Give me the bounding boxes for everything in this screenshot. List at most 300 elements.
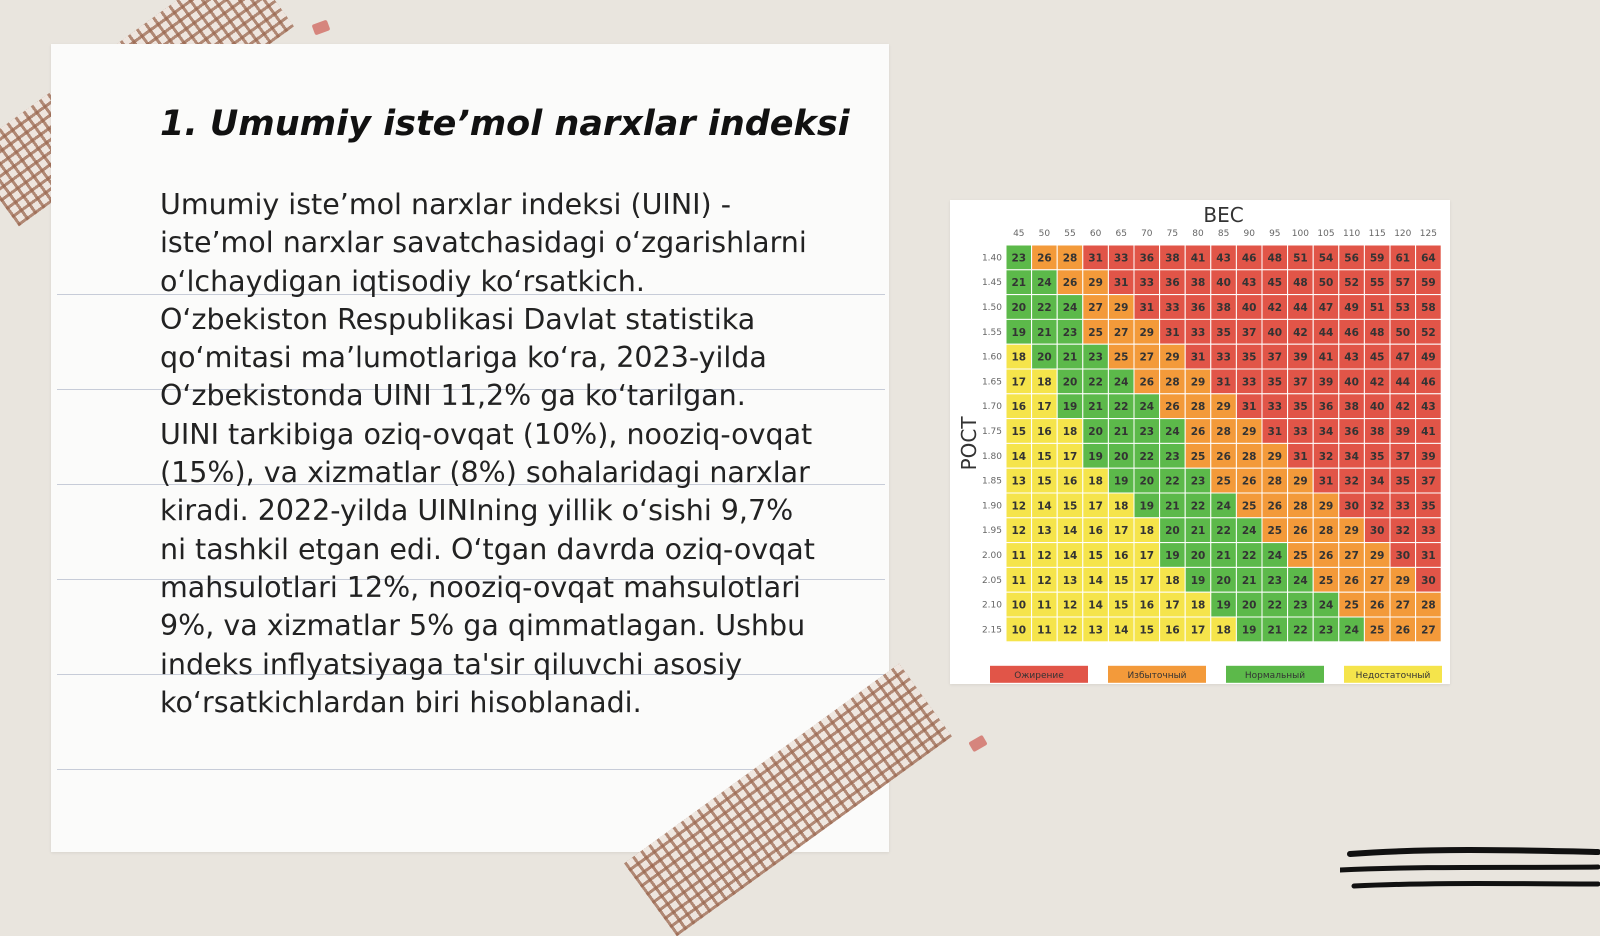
cell-value-label: 25: [1190, 450, 1206, 463]
cell-value-label: 20: [1011, 302, 1027, 314]
cell-value-label: 36: [1139, 252, 1155, 265]
cell-value-label: 22: [1037, 302, 1052, 314]
x-tick-label: 85: [1217, 229, 1230, 239]
cell-value-label: 43: [1241, 277, 1257, 290]
cell-value-label: 13: [1062, 574, 1078, 587]
body-line: UINI tarkibiga oziq-ovqat (10%), nooziq-ovqat: [160, 417, 813, 451]
y-tick-label: 1.65: [981, 377, 1002, 388]
legend-label: Нормальный: [1244, 670, 1306, 681]
body-line: O‘zbekiston Respublikasi Davlat statistika: [160, 302, 756, 336]
cell-value-label: 28: [1062, 252, 1078, 265]
cell-value-label: 27: [1113, 326, 1129, 339]
cell-value-label: 19: [1011, 326, 1027, 339]
cell-value-label: 35: [1369, 450, 1385, 463]
cell-value-label: 33: [1395, 500, 1411, 513]
cell-value-label: 26: [1062, 277, 1078, 290]
cell-value-label: 12: [1011, 500, 1027, 513]
cell-value-label: 19: [1062, 401, 1078, 414]
cell-value-label: 33: [1421, 525, 1436, 538]
cell-value-label: 19: [1139, 500, 1155, 513]
cell-value-label: 24: [1113, 376, 1129, 389]
body-line: o‘lchaydigan iqtisodiy ko‘rsatkich.: [160, 264, 645, 298]
cell-value-label: 14: [1011, 450, 1027, 463]
cell-value-label: 26: [1293, 525, 1308, 538]
y-axis-label: РОСТ: [957, 416, 981, 471]
cell-value-label: 18: [1088, 475, 1103, 488]
cell-value-label: 28: [1165, 376, 1180, 389]
cell-value-label: 33: [1190, 326, 1206, 339]
cell-value-label: 42: [1293, 326, 1308, 339]
bmi-chart-card: [950, 200, 1450, 684]
y-tick-label: 1.55: [981, 327, 1002, 338]
cell-value-label: 23: [1139, 426, 1155, 438]
cell-value-label: 17: [1113, 525, 1129, 538]
cell-value-label: 41: [1421, 426, 1436, 438]
cell-value-label: 14: [1088, 599, 1103, 612]
cell-value-label: 23: [1088, 351, 1103, 364]
cell-value-label: 14: [1062, 525, 1078, 538]
cell-value-label: 27: [1344, 550, 1359, 562]
cell-value-label: 18: [1011, 351, 1027, 364]
cell-value-label: 23: [1318, 624, 1334, 637]
cell-value-label: 24: [1267, 550, 1283, 562]
cell-value-label: 35: [1293, 401, 1308, 414]
cell-value-label: 26: [1165, 401, 1180, 414]
cell-value-label: 37: [1395, 450, 1411, 463]
cell-value-label: 37: [1241, 326, 1257, 339]
cell-value-label: 53: [1395, 302, 1411, 314]
x-tick-label: 80: [1192, 229, 1204, 239]
cell-value-label: 47: [1395, 351, 1411, 364]
cell-value-label: 21: [1241, 574, 1257, 587]
cell-value-label: 47: [1318, 302, 1334, 314]
x-tick-label: 45: [1013, 229, 1025, 239]
cell-value-label: 38: [1190, 277, 1206, 290]
cell-value-label: 37: [1267, 351, 1283, 364]
cell-value-label: 26: [1216, 450, 1231, 463]
cell-value-label: 31: [1190, 351, 1206, 364]
cell-value-label: 28: [1318, 525, 1334, 538]
cell-value-label: 21: [1216, 550, 1231, 562]
cell-value-label: 20: [1062, 376, 1078, 389]
cell-value-label: 31: [1088, 252, 1103, 265]
cell-value-label: 26: [1241, 475, 1257, 488]
cell-value-label: 32: [1318, 450, 1334, 463]
cell-value-label: 34: [1344, 450, 1359, 463]
cell-value-label: 23: [1190, 475, 1206, 488]
cell-value-label: 31: [1216, 376, 1231, 389]
cell-value-label: 51: [1293, 252, 1308, 265]
cell-value-label: 17: [1062, 450, 1078, 463]
cell-value-label: 27: [1088, 302, 1103, 314]
cell-value-label: 10: [1011, 624, 1027, 637]
cell-value-label: 26: [1267, 500, 1283, 513]
cell-value-label: 59: [1369, 252, 1385, 265]
cell-value-label: 17: [1139, 574, 1155, 587]
cell-value-label: 20: [1241, 599, 1257, 612]
cell-value-label: 11: [1037, 599, 1052, 612]
cell-value-label: 29: [1344, 525, 1359, 538]
cell-value-label: 22: [1088, 376, 1103, 389]
cell-value-label: 17: [1190, 624, 1206, 637]
cell-value-label: 35: [1395, 475, 1411, 488]
cell-value-label: 31: [1139, 302, 1155, 314]
cell-value-label: 16: [1165, 624, 1180, 637]
body-line: Umumiy iste’mol narxlar indeksi (UINI) -: [160, 188, 732, 221]
cell-value-label: 45: [1267, 277, 1283, 290]
cell-value-label: 20: [1139, 475, 1155, 488]
cell-value-label: 31: [1318, 475, 1334, 488]
body-line: iste’mol narxlar savatchasidagi o‘zgarishlarni: [160, 226, 807, 260]
y-tick-label: 1.90: [981, 501, 1002, 512]
y-tick-label: 2.05: [981, 575, 1002, 586]
cell-value-label: 21: [1011, 277, 1027, 290]
cell-value-label: 29: [1113, 302, 1129, 314]
cell-value-label: 22: [1165, 475, 1180, 488]
cell-value-label: 25: [1088, 326, 1103, 339]
cell-value-label: 18: [1037, 376, 1052, 389]
cell-value-label: 23: [1062, 326, 1078, 339]
cell-value-label: 18: [1216, 624, 1231, 637]
cell-value-label: 29: [1088, 277, 1103, 290]
cell-value-label: 13: [1088, 624, 1103, 637]
slide-title: 1. Umumiy iste’mol narxlar indeksi: [160, 104, 850, 144]
cell-value-label: 28: [1293, 500, 1308, 513]
cell-value-label: 31: [1267, 426, 1283, 438]
cell-value-label: 24: [1216, 500, 1231, 513]
cell-value-label: 22: [1139, 450, 1155, 463]
cell-value-label: 33: [1293, 426, 1308, 438]
cell-value-label: 16: [1139, 599, 1155, 612]
cell-value-label: 25: [1216, 475, 1231, 488]
cell-value-label: 27: [1421, 624, 1436, 637]
cell-value-label: 43: [1421, 401, 1436, 414]
cell-value-label: 40: [1369, 401, 1385, 414]
y-tick-label: 1.70: [981, 402, 1002, 413]
cell-value-label: 31: [1293, 450, 1308, 463]
cell-value-label: 49: [1344, 302, 1359, 314]
cell-value-label: 29: [1267, 450, 1283, 463]
cell-value-label: 24: [1318, 599, 1334, 612]
y-tick-label: 1.60: [981, 352, 1002, 363]
body-line: mahsulotlari 12%, nooziq-ovqat mahsulotlari: [160, 570, 801, 604]
cell-value-label: 50: [1318, 277, 1334, 290]
cell-value-label: 52: [1344, 277, 1359, 290]
cell-value-label: 35: [1421, 500, 1436, 513]
cell-value-label: 26: [1369, 599, 1385, 612]
cell-value-label: 40: [1241, 302, 1257, 314]
y-tick-label: 1.40: [981, 253, 1002, 264]
cell-value-label: 43: [1216, 252, 1231, 265]
x-tick-label: 120: [1394, 229, 1412, 239]
cell-value-label: 33: [1113, 252, 1129, 265]
cell-value-label: 33: [1241, 376, 1257, 389]
body-line: 9%, va xizmatlar 5% ga qimmatlagan. Ushbu: [160, 609, 806, 643]
cell-value-label: 20: [1037, 351, 1052, 364]
x-tick-label: 105: [1317, 229, 1335, 239]
y-tick-label: 2.10: [981, 600, 1002, 611]
cell-value-label: 19: [1088, 450, 1103, 463]
cell-value-label: 20: [1165, 525, 1180, 538]
cell-value-label: 32: [1369, 500, 1385, 513]
cell-value-label: 30: [1344, 500, 1359, 513]
cell-value-label: 29: [1190, 376, 1206, 389]
x-tick-label: 110: [1343, 229, 1361, 239]
tape-end-pin: [312, 20, 331, 36]
cell-value-label: 24: [1037, 277, 1052, 290]
cell-value-label: 19: [1190, 574, 1206, 587]
cell-value-label: 16: [1011, 401, 1027, 414]
cell-value-label: 52: [1421, 326, 1436, 339]
cell-value-label: 18: [1139, 525, 1155, 538]
cell-value-label: 34: [1318, 426, 1334, 438]
cell-value-label: 15: [1113, 599, 1129, 612]
x-tick-label: 65: [1115, 229, 1127, 239]
cell-value-label: 27: [1395, 599, 1411, 612]
cell-value-label: 39: [1318, 376, 1334, 389]
x-tick-label: 50: [1038, 229, 1051, 239]
cell-value-label: 44: [1395, 376, 1411, 389]
y-tick-label: 2.00: [981, 551, 1002, 561]
cell-value-label: 19: [1241, 624, 1257, 637]
cell-value-label: 14: [1113, 624, 1129, 637]
cell-value-label: 13: [1011, 475, 1027, 488]
cell-value-label: 25: [1241, 500, 1257, 513]
x-tick-label: 75: [1166, 229, 1179, 239]
cell-value-label: 15: [1011, 426, 1027, 438]
cell-value-label: 21: [1088, 401, 1103, 414]
cell-value-label: 24: [1062, 302, 1078, 314]
cell-value-label: 15: [1037, 475, 1052, 488]
cell-value-label: 29: [1395, 574, 1411, 587]
cell-value-label: 24: [1241, 525, 1257, 538]
cell-value-label: 17: [1037, 401, 1052, 414]
cell-value-label: 26: [1395, 624, 1411, 637]
cell-value-label: 37: [1293, 376, 1308, 389]
cell-value-label: 21: [1062, 351, 1078, 364]
cell-value-label: 12: [1062, 599, 1078, 612]
cell-value-label: 28: [1267, 475, 1283, 488]
cell-value-label: 38: [1165, 252, 1180, 265]
cell-value-label: 25: [1113, 351, 1129, 364]
cell-value-label: 49: [1421, 351, 1436, 364]
cell-value-label: 44: [1318, 326, 1334, 339]
cell-value-label: 11: [1011, 550, 1027, 562]
cell-value-label: 12: [1011, 525, 1027, 538]
x-axis-label: ВЕС: [1203, 203, 1244, 227]
x-tick-label: 55: [1064, 229, 1076, 239]
x-tick-label: 115: [1368, 229, 1386, 239]
legend-label: Недостаточный: [1355, 670, 1431, 681]
cell-value-label: 38: [1216, 302, 1231, 314]
body-line: indeks inflyatsiyaga ta'sir qiluvchi asosiy: [160, 647, 743, 681]
cell-value-label: 31: [1421, 550, 1436, 562]
cell-value-label: 29: [1216, 401, 1231, 414]
cell-value-label: 36: [1165, 277, 1180, 290]
cell-value-label: 33: [1165, 302, 1180, 314]
cell-value-label: 61: [1395, 252, 1411, 265]
cell-value-label: 21: [1113, 426, 1129, 438]
cell-value-label: 12: [1037, 574, 1052, 587]
cell-value-label: 29: [1318, 500, 1334, 513]
cell-value-label: 25: [1267, 525, 1283, 538]
cell-value-label: 31: [1241, 401, 1257, 414]
cell-value-label: 15: [1113, 574, 1129, 587]
cell-value-label: 19: [1113, 475, 1129, 488]
cell-value-label: 39: [1395, 426, 1411, 438]
cell-value-label: 16: [1062, 475, 1078, 488]
cell-value-label: 37: [1421, 475, 1436, 488]
cell-value-label: 56: [1344, 252, 1359, 265]
cell-value-label: 42: [1267, 302, 1283, 314]
cell-value-label: 35: [1267, 376, 1283, 389]
cell-value-label: 58: [1421, 302, 1436, 314]
cell-value-label: 21: [1267, 624, 1283, 637]
cell-value-label: 46: [1421, 376, 1436, 389]
cell-value-label: 26: [1139, 376, 1155, 389]
cell-value-label: 59: [1421, 277, 1436, 290]
cell-value-label: 38: [1344, 401, 1359, 414]
cell-value-label: 23: [1293, 599, 1308, 612]
cell-value-label: 46: [1344, 326, 1359, 339]
cell-value-label: 20: [1216, 574, 1231, 587]
cell-value-label: 29: [1241, 426, 1257, 438]
cell-value-label: 22: [1113, 401, 1129, 414]
cell-value-label: 18: [1062, 426, 1078, 438]
legend-label: Ожирение: [1014, 670, 1064, 681]
body-line: ko‘rsatkichlardan biri hisoblanadi.: [160, 685, 642, 719]
cell-value-label: 17: [1088, 500, 1103, 513]
cell-value-label: 15: [1139, 624, 1155, 637]
cell-value-label: 22: [1293, 624, 1308, 637]
y-tick-label: 1.95: [981, 526, 1002, 537]
bmi-heatmap-chart: [950, 200, 1450, 684]
x-tick-label: 100: [1291, 229, 1309, 239]
cell-value-label: 43: [1344, 351, 1359, 364]
cell-value-label: 33: [1267, 401, 1283, 414]
cell-value-label: 15: [1088, 550, 1103, 562]
cell-value-label: 44: [1293, 302, 1308, 314]
cell-value-label: 15: [1062, 500, 1078, 513]
cell-value-label: 14: [1062, 550, 1078, 562]
x-tick-label: 125: [1419, 229, 1437, 239]
cell-value-label: 12: [1037, 550, 1052, 562]
cell-value-label: 23: [1011, 252, 1027, 265]
decorative-brush-lines: [1340, 840, 1600, 900]
cell-value-label: 25: [1344, 599, 1359, 612]
cell-value-label: 30: [1421, 574, 1436, 587]
cell-value-label: 14: [1088, 574, 1103, 587]
cell-value-label: 36: [1318, 401, 1334, 414]
cell-value-label: 38: [1369, 426, 1385, 438]
cell-value-label: 13: [1037, 525, 1052, 538]
cell-value-label: 36: [1344, 426, 1359, 438]
tape-end-pin: [968, 735, 987, 753]
cell-value-label: 22: [1241, 550, 1257, 562]
cell-value-label: 19: [1165, 550, 1180, 562]
y-tick-label: 1.45: [981, 278, 1002, 289]
cell-value-label: 27: [1369, 574, 1385, 587]
cell-value-label: 35: [1241, 351, 1257, 364]
cell-value-label: 18: [1190, 599, 1206, 612]
cell-value-label: 11: [1037, 624, 1052, 637]
cell-value-label: 30: [1395, 550, 1411, 562]
cell-value-label: 24: [1293, 574, 1308, 587]
cell-value-label: 12: [1062, 624, 1078, 637]
cell-value-label: 29: [1139, 326, 1155, 339]
body-line: (15%), va xizmatlar (8%) sohalaridagi narxlar: [160, 456, 810, 490]
cell-value-label: 35: [1216, 326, 1231, 339]
cell-value-label: 24: [1139, 401, 1155, 414]
cell-value-label: 31: [1113, 277, 1129, 290]
cell-value-label: 21: [1190, 525, 1206, 538]
cell-value-label: 51: [1369, 302, 1385, 314]
cell-value-label: 40: [1344, 376, 1359, 389]
cell-value-label: 55: [1369, 277, 1385, 290]
cell-value-label: 20: [1190, 550, 1206, 562]
body-line: ni tashkil etgan edi. O‘tgan davrda oziq-ovqat: [160, 532, 815, 566]
cell-value-label: 48: [1267, 252, 1283, 265]
cell-value-label: 21: [1037, 326, 1052, 339]
cell-value-label: 33: [1216, 351, 1231, 364]
cell-value-label: 40: [1267, 326, 1283, 339]
cell-value-label: 17: [1011, 376, 1027, 389]
cell-value-label: 41: [1318, 351, 1334, 364]
cell-value-label: 40: [1216, 277, 1231, 290]
cell-value-label: 48: [1293, 277, 1308, 290]
cell-value-label: 32: [1344, 475, 1359, 488]
cell-value-label: 18: [1165, 574, 1180, 587]
x-tick-label: 95: [1269, 229, 1281, 239]
cell-value-label: 57: [1395, 277, 1411, 290]
x-tick-label: 60: [1089, 229, 1102, 239]
cell-value-label: 29: [1293, 475, 1308, 488]
body-line: kiradi. 2022-yilda UINIning yillik o‘sishi 9,7%: [160, 494, 794, 528]
cell-value-label: 36: [1190, 302, 1206, 314]
y-tick-label: 1.85: [981, 476, 1002, 487]
cell-value-label: 50: [1395, 326, 1411, 339]
legend-label: Избыточный: [1127, 670, 1187, 681]
cell-value-label: 34: [1369, 475, 1385, 488]
cell-value-label: 28: [1216, 426, 1231, 438]
cell-value-label: 20: [1088, 426, 1103, 438]
cell-value-label: 17: [1165, 599, 1180, 612]
cell-value-label: 28: [1241, 450, 1257, 463]
cell-value-label: 26: [1037, 252, 1052, 265]
cell-value-label: 11: [1011, 574, 1027, 587]
body-line: O‘zbekistonda UINI 11,2% ga ko‘tarilgan.: [160, 379, 746, 413]
cell-value-label: 42: [1369, 376, 1385, 389]
cell-value-label: 46: [1241, 252, 1257, 265]
cell-value-label: 29: [1165, 351, 1180, 364]
cell-value-label: 45: [1369, 351, 1385, 364]
cell-value-label: 16: [1037, 426, 1052, 438]
cell-value-label: 33: [1139, 277, 1155, 290]
cell-value-label: 26: [1344, 574, 1359, 587]
cell-value-label: 29: [1369, 550, 1385, 562]
x-tick-label: 70: [1141, 229, 1153, 239]
cell-value-label: 41: [1190, 252, 1206, 265]
cell-value-label: 23: [1165, 450, 1180, 463]
cell-value-label: 28: [1190, 401, 1206, 414]
cell-value-label: 48: [1369, 326, 1385, 339]
cell-value-label: 25: [1369, 624, 1385, 637]
cell-value-label: 25: [1318, 574, 1334, 587]
cell-value-label: 22: [1267, 599, 1283, 612]
cell-value-label: 17: [1139, 550, 1155, 562]
cell-value-label: 25: [1293, 550, 1308, 562]
cell-value-label: 26: [1318, 550, 1334, 562]
